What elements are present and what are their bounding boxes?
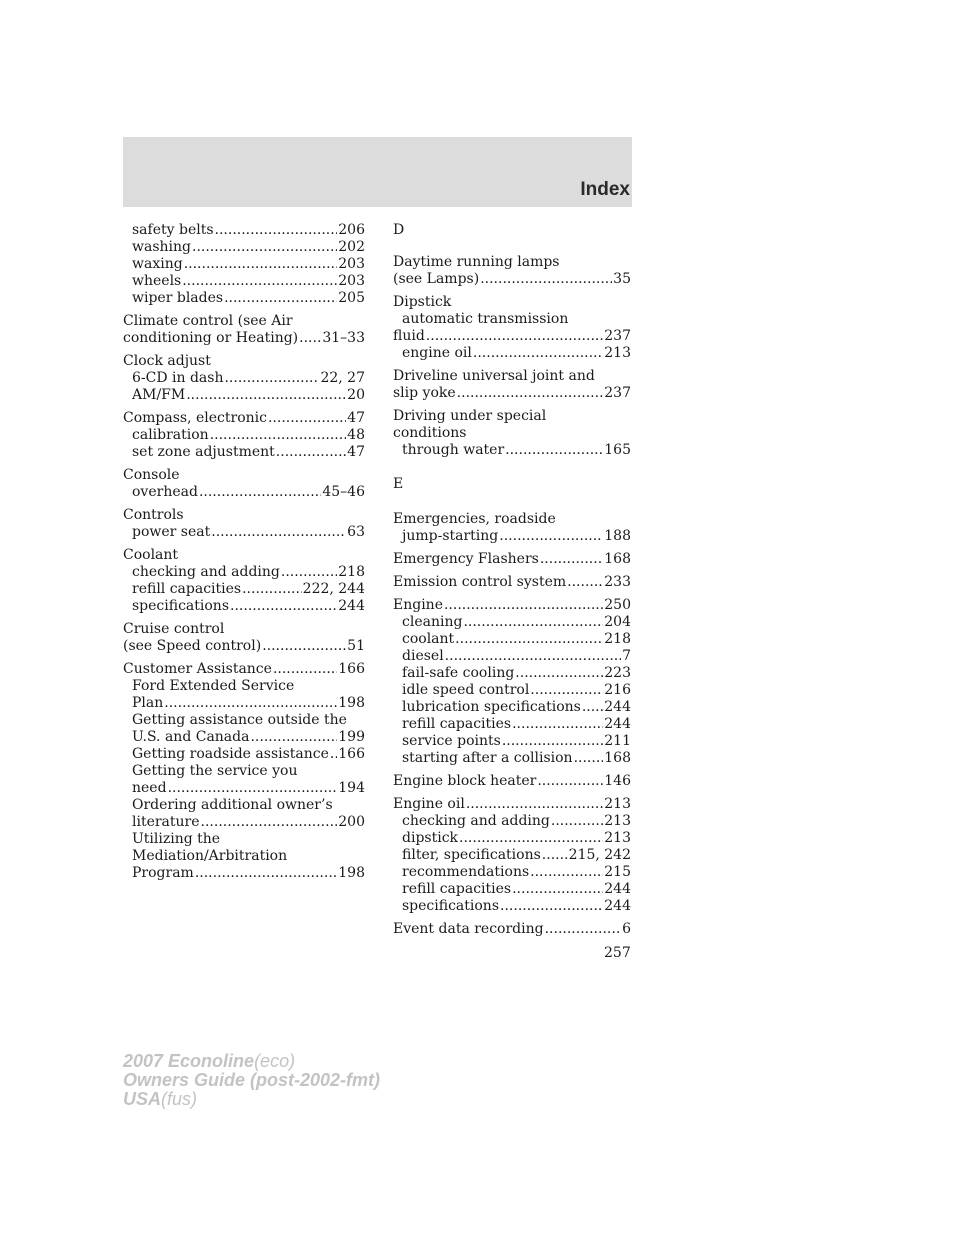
index-subentry: refill capacities ..... 222, 244: [123, 581, 365, 598]
index-subentry: wiper blades ..... 205: [123, 290, 365, 307]
index-subentry: coolant ..... 218: [393, 631, 631, 648]
footer-code: (eco): [254, 1051, 296, 1071]
index-subentry: waxing ..... 203: [123, 256, 365, 273]
index-subentry: starting after a collision ..... 168: [393, 750, 631, 767]
index-subentry: wheels ..... 203: [123, 273, 365, 290]
index-entry-driving: Driving under special conditions through water ..... 165: [393, 408, 631, 459]
index-entry-emission: Emission control system ..... 233: [393, 574, 631, 591]
index-subentry: power seat ..... 63: [123, 524, 365, 541]
section-letter-e: E: [393, 476, 404, 492]
index-entry-dipstick: Dipstick automatic transmission fluid ..... 237 engine oil ..... 213: [393, 294, 631, 362]
footer-region-code: (fus): [161, 1089, 198, 1109]
index-subentry: 6-CD in dash ..... 22, 27: [123, 370, 365, 387]
index-subentry: recommendations ..... 215: [393, 864, 631, 881]
index-entry-controls: Controls power seat ..... 63: [123, 507, 365, 541]
index-subentry: need ..... 194: [123, 780, 365, 797]
section-header: [123, 137, 632, 207]
index-entry-engine-oil: Engine oil ..... 213 checking and adding ..... 213 dipstick ..... 213 filter, specifications ..... 215, 242 recommendations ..... 215 refill capacities ..... 244 specifications ..... 244: [393, 796, 631, 915]
index-subentry: safety belts ..... 206: [123, 222, 365, 239]
index-entry-block-heater: Engine block heater ..... 146: [393, 773, 631, 790]
index-entry-driveline: Driveline universal joint and slip yoke ..... 237: [393, 368, 631, 402]
index-entry-cruise: Cruise control (see Speed control) ..... 51: [123, 621, 365, 655]
index-entry-compass: Compass, electronic ..... 47 calibration ..... 48 set zone adjustment ..... 47: [123, 410, 365, 461]
index-entry-engine: Engine ..... 250 cleaning ..... 204 coolant ..... 218 diesel ..... 7 fail-safe cooling ..... 223 idle speed control ..... 216 lubrication specifications ..... 244 refill capacities ..... 244 service points ..... 211 starting after a collision ..... 168: [393, 597, 631, 767]
index-subentry: checking and adding ..... 213: [393, 813, 631, 830]
index-subentry: specifications ..... 244: [393, 898, 631, 915]
index-subentry: specifications ..... 244: [123, 598, 365, 615]
index-subentry: Getting roadside assistance ..... 166: [123, 746, 365, 763]
section-title: Index: [580, 179, 630, 200]
index-entry-carry-over: [123, 222, 365, 307]
index-subentry: washing ..... 202: [123, 239, 365, 256]
footer-guide: Owners Guide (post-2002-fmt): [123, 1070, 381, 1090]
footer-model: 2007 Econoline: [123, 1051, 255, 1071]
index-subentry: U.S. and Canada ..... 199: [123, 729, 365, 746]
index-subentry: refill capacities ..... 244: [393, 716, 631, 733]
index-subentry: refill capacities ..... 244: [393, 881, 631, 898]
index-entry-climate: Climate control (see Air conditioning or Heating) ..... 31–33: [123, 313, 365, 347]
footer-region: USA: [123, 1089, 162, 1109]
index-entry-daytime: Daytime running lamps (see Lamps) ..... 35: [393, 254, 631, 288]
index-subentry: engine oil ..... 213: [393, 345, 631, 362]
page-number: 257: [604, 945, 631, 961]
index-subentry: idle speed control ..... 216: [393, 682, 631, 699]
index-subentry: AM/FM ..... 20: [123, 387, 365, 404]
index-subentry: diesel ..... 7: [393, 648, 631, 665]
index-subentry: checking and adding ..... 218: [123, 564, 365, 581]
index-entry-emergencies: Emergencies, roadside jump-starting ..... 188: [393, 511, 631, 545]
index-entry-customer: Customer Assistance ..... 166 Ford Extended Service Plan ..... 198 Getting assistance outside the U.S. and Canada ..... 199 Getting roadside assistance ..... 166 Getting the service you need ..... 194 Ordering additional owner’s literature ..... 200 Utilizing the Mediation/Arbitration Program ..... 198: [123, 661, 365, 882]
index-subentry: jump-starting ..... 188: [393, 528, 631, 545]
index-subentry: Program ..... 198: [123, 865, 365, 882]
index-subentry: cleaning ..... 204: [393, 614, 631, 631]
index-subentry: Plan ..... 198: [123, 695, 365, 712]
index-entry-console: Console overhead ..... 45–46: [123, 467, 365, 501]
index-subentry: calibration ..... 48: [123, 427, 365, 444]
index-subentry: filter, specifications ..... 215, 242: [393, 847, 631, 864]
index-entry-flashers: Emergency Flashers ..... 168: [393, 551, 631, 568]
index-subentry: service points ..... 211: [393, 733, 631, 750]
document-footer: [123, 1052, 380, 1109]
index-subentry: set zone adjustment ..... 47: [123, 444, 365, 461]
index-subentry: fail-safe cooling ..... 223: [393, 665, 631, 682]
index-subentry: literature ..... 200: [123, 814, 365, 831]
index-subentry: overhead ..... 45–46: [123, 484, 365, 501]
index-entry-coolant: Coolant checking and adding ..... 218 refill capacities ..... 222, 244 specifications ..... 244: [123, 547, 365, 615]
index-column-left: [123, 222, 365, 882]
index-subentry: through water ..... 165: [393, 442, 631, 459]
index-entry-event: Event data recording ..... 6: [393, 921, 631, 938]
index-entry-clock: Clock adjust 6-CD in dash ..... 22, 27 AM/FM ..... 20: [123, 353, 365, 404]
index-subentry: dipstick ..... 213: [393, 830, 631, 847]
section-letter-d: D: [393, 222, 405, 238]
index-column-right: [393, 222, 631, 938]
index-subentry: lubrication specifications ..... 244: [393, 699, 631, 716]
